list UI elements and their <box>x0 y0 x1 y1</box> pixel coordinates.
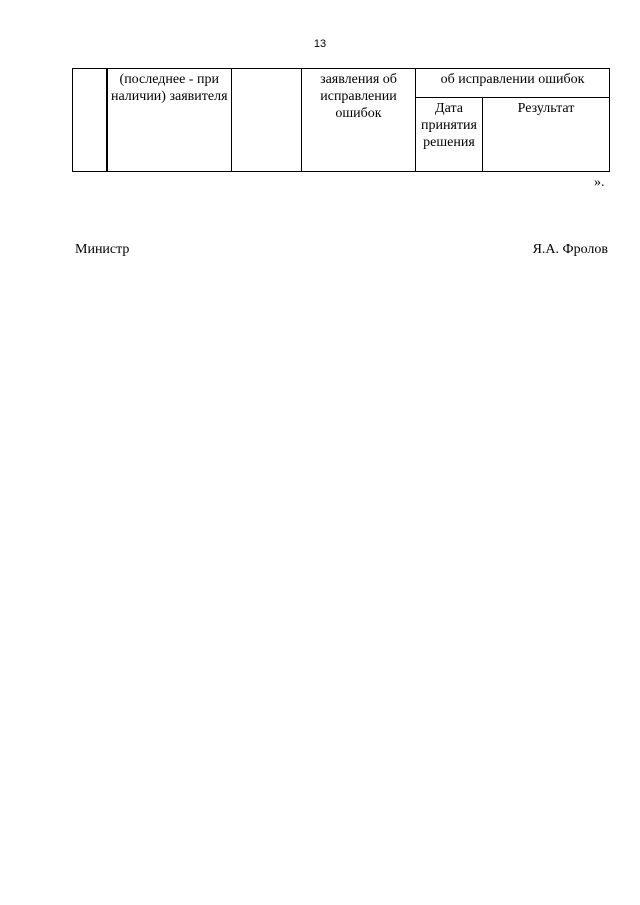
page-number: 13 <box>313 38 327 50</box>
table-header-decision-date: Дата принятия решения <box>416 98 483 172</box>
table-cell-empty <box>232 69 302 172</box>
table-header-result: Результат <box>483 98 610 172</box>
table-cell-application: заявления об исправлении ошибок <box>302 69 416 172</box>
table-header-corrections: об исправлении ошибок <box>416 69 610 98</box>
signature-role: Министр <box>75 242 130 257</box>
continuation-table <box>72 68 610 172</box>
table-cell-number <box>73 69 107 172</box>
table-cell-applicant: (последнее - при наличии) заявителя <box>107 69 232 172</box>
signature-name: Я.А. Фролов <box>532 242 608 257</box>
closing-quote-mark: ». <box>594 175 605 190</box>
